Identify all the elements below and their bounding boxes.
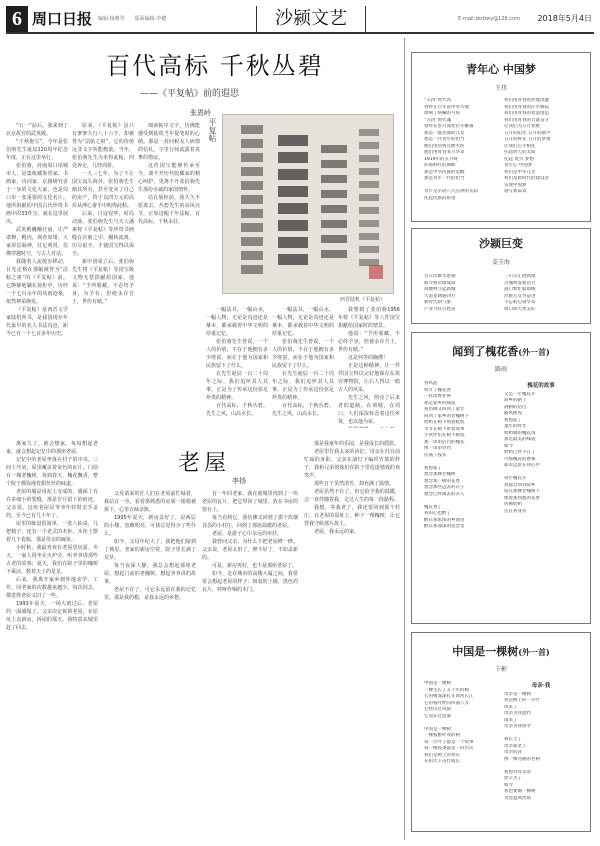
poem-line: 您辛苦了 xyxy=(504,776,522,781)
poem-line: 1919年的五月呀 xyxy=(424,156,458,162)
poem4-left xyxy=(424,681,498,802)
poem-line: 却永远留在我心中 xyxy=(504,463,540,468)
paragraph: 百代高标，千秋丛碧。先生之风，山高水长。 xyxy=(272,403,334,417)
poem-line: 站在那棵老槐树下 xyxy=(504,489,540,494)
paragraph: 我想到了张伯驹1956年将《平复帖》等八件国宝捐献给国家时的情景。 xyxy=(338,307,400,329)
poem-line: 港口繁忙船如梭 xyxy=(504,287,536,292)
paragraph: 在先生诞辰一百二十周年之际，我们追怀其人其事，正是为了传承这份弥足珍贵的精神。 xyxy=(272,371,334,401)
poem-line: 青年心 中国梦 xyxy=(504,163,533,168)
article1-subtitle: ——《平复帖》前的遐思 xyxy=(140,89,240,99)
poem-line: 我都会回到故乡 xyxy=(504,482,536,488)
paragraph: 我随着人流缓步移动，目光定格在那幅被誉为“法帖之祖”的《平复帖》前。它静静地躺在展柜中，历经一千七百余年的风雨沧桑，依然神采焕发。 xyxy=(6,259,68,305)
poem1-title: 青年心 中国梦 xyxy=(466,63,536,76)
paragraph: “千秋抱宝”，今年是张伯驹先生诞辰120周年纪念年度，正在这里举行。 xyxy=(6,139,68,161)
article1-column-5 xyxy=(338,306,400,428)
paragraph: 一九三七年，为了不让国宝流失海外，张伯驹先生倾其所有，甚至变卖了自己的房产，终于以四万元的高价从溥心畬手中购得此帖。 xyxy=(72,171,134,209)
poem-line: 一阵清香扑鼻 xyxy=(424,394,451,399)
poem-line: 我们用青春的智慧创造 xyxy=(504,111,549,116)
poem3-right xyxy=(504,392,578,516)
poem-line: 回到了家乡的老槐树下 xyxy=(424,413,469,419)
poem-line: 挂满了枝头 xyxy=(424,452,447,458)
poem1-left xyxy=(424,98,498,202)
poem-line: 五月的鲜花 五月的梦想 xyxy=(504,137,551,142)
paragraph: 张伯驹先生曾说，一个人的价值，不在于他拥有多少财富，而在于他为国家和民族留下了什么。 xyxy=(272,339,334,369)
poem-line: 它经历过风雨 xyxy=(424,707,451,712)
poem-line: 醉在那浓浓的乡情里 xyxy=(424,517,465,523)
poem-line: 故乡的路上 xyxy=(504,398,527,403)
poem-line: 像一串串铃铛 xyxy=(424,446,451,451)
poem-line: 高楼林立起新城 xyxy=(424,287,456,292)
paragraph: 原来，《平复帖》虽只有寥寥九行八十六字，却被誉为“法帖之祖”，它的价值远非文字所能衡量。当年，张伯驹先生为求得此帖，四处奔走，几经周折。 xyxy=(72,123,134,169)
calligraphy-image xyxy=(222,114,394,294)
page-number: 6 xyxy=(6,6,28,32)
paragraph: 可是，新房再好，也不是那座老屋了。 xyxy=(212,563,298,569)
poem-box-3 xyxy=(411,332,591,624)
poem3-left xyxy=(424,381,498,531)
paragraph: 父母请来的匠人们在老屋前忙碌着，我站在一旁，看着那熟悉的房梁一根根被拆下，心里五味杂陈。 xyxy=(104,491,196,513)
paragraph: 如今，走在城市的高楼大厦之间，我常常会想起老屋的样子：斑驳的土墙，黑色的瓦片，吱呀作响的木门。 xyxy=(202,571,298,593)
poem-line: 雨来了 xyxy=(504,717,518,723)
poem-line: 母亲的背 xyxy=(504,750,522,755)
poem-line: 托起明天的太阳 xyxy=(504,150,536,155)
poem-line: 如今两岸绿成荫 xyxy=(424,280,456,286)
article1-author: 张恩岭 xyxy=(190,109,211,117)
poem-line: 它的根深深扎在黄河长江 xyxy=(424,694,474,699)
poem-line: 童年的时光 xyxy=(504,424,527,429)
paragraph: 老屋，我永远的家。 xyxy=(314,529,360,535)
paragraph: 屋里的陈设很简单，一张八仙桌，几把椅子，还有一个老式的木柜。木柜上摆着几个瓷瓶，那是母亲的嫁妆。 xyxy=(6,521,98,543)
poem-line: 我们是树上的果实 xyxy=(424,752,460,758)
poem-line: 母亲为我遮挡 xyxy=(504,711,531,716)
section-title: 沙颍文艺 xyxy=(256,6,366,32)
paragraph: 后来，日寇侵华，时局动荡，张伯驹先生与夫人潘素将《平复帖》等珍贵书画缝在衣被之中，辗转流离，历尽艰辛，才使国宝得以保全。 xyxy=(72,211,134,257)
article1-column-2 xyxy=(72,122,134,428)
poem-line: 那是青年一代的担当 xyxy=(424,176,465,181)
poem-line: 五月的阳光 五月的歌声 xyxy=(504,130,551,136)
paragraph: 那些日子虽然清苦，却充满了温情。 xyxy=(314,481,395,487)
poem-line: 谱写新篇章 xyxy=(504,189,527,194)
poem-line: 我们是中华儿女 xyxy=(504,169,536,175)
poem-line: 奶奶做的槐花饭 xyxy=(504,430,536,436)
poem-line: 我仿佛又回到了童年 xyxy=(424,407,465,412)
poem-line: 满树的洁白 xyxy=(504,404,527,410)
poem-line: 可那槐花的香味 xyxy=(504,456,536,462)
paragraph: 有一年回老家，我在废墟里找到了一块老屋的瓦片，把它带回了城里，放在书房的窗台上。 xyxy=(202,491,298,513)
poem-line: 每一片叶子都是一个故事 xyxy=(424,739,474,745)
poem-line: 闻着那熟悉的花香 xyxy=(504,495,540,501)
paragraph: 百代高标，千秋丛碧。先生之风，山高水长。 xyxy=(206,403,268,417)
poem-line: 我也要做一棵树 xyxy=(504,789,536,794)
paper-name: 周口日报 xyxy=(32,10,93,28)
poem-line: 像一棵弯曲的老树 xyxy=(504,756,540,762)
poem-line: 青年是早晨八九点钟的太阳 xyxy=(424,189,478,194)
poem1-author: 王伟 xyxy=(494,85,507,92)
paragraph xyxy=(338,426,400,428)
poem-line: 仿佛奶奶 xyxy=(504,502,522,507)
paragraph: 这件国宝能够传承至今，离不开历代收藏家的精心呵护，更离不开张伯驹先生那份赤诚的家国情怀。 xyxy=(138,163,200,193)
paragraph: 记忆中的老屋坐落在村子的中央，三间土坯房，屋顶覆盖着灰色的瓦片。门前有一棵老槐树，每到春天，槐花飘香，整个院子都弥漫着甜丝丝的味道。 xyxy=(6,457,98,487)
poem-line: 如今 xyxy=(504,782,513,788)
poem3-title: 闻到了槐花香(外一首) xyxy=(452,345,550,358)
paragraph: 老屋不在了，可它永远留在我的记忆里。那是我的根，是我永远的乡愁。 xyxy=(104,587,196,601)
paragraph: 1993年夏天，一场大雨过后，老屋的一面墙塌了。父亲决定拆掉老屋，在原址上盖新房。拆屋的那天，我特意从城里赶了回去。 xyxy=(6,601,98,631)
poem-line: 那是家乡的味道 xyxy=(424,400,456,406)
paragraph: 《平复帖》是西晋文学家陆机所书，是我国现存年代最早的名人书法真迹，距今已有一千七百多年历史。 xyxy=(6,307,68,337)
paragraph: “五一”前后，我来到了北京故宫的武英殿。 xyxy=(6,123,68,137)
paragraph: 新中国成立后，张伯驹先生将《平复帖》等国宝级文物无偿捐献给国家，他说：“予所收藏，不必终予身，为予有，但使永存吾土，世传有绪。” xyxy=(72,259,134,305)
header-meta-left: 编辑:杨雅琴 版面编辑:李健 xyxy=(98,16,167,22)
paragraph: 这是何等的胸襟！ xyxy=(348,355,389,361)
poem4-author: 卞彬 xyxy=(494,666,507,673)
poem-line: 曾经在百年前中华大地 xyxy=(424,104,469,110)
poem-line: 三川交汇展新颜 xyxy=(504,274,536,279)
paragraph: 老屋里有我太多的回忆：母亲在灶台前忙碌的身影，父亲在油灯下编织竹篮的样子，我和兄弟姐妹们在院子里追逐嬉戏的欢笑声。 xyxy=(304,449,400,479)
poem-line: 那一串串洁白的槐花 xyxy=(424,439,465,445)
poem-line: 风来了 xyxy=(504,704,518,710)
poem-line: 周口明天更美好 xyxy=(504,306,536,312)
poem2-title: 沙颍巨变 xyxy=(479,237,523,250)
poem-line: 一棵枝繁叶茂的树 xyxy=(424,733,460,738)
poem-line: 古城焕发新活力 xyxy=(504,280,536,286)
poem-line: 我长大了 xyxy=(504,737,522,742)
paragraph: 我想，等我老了，我还要回到那个村庄，在老屋的原址上，种下一棵槐树，让它替我守候那片故土。 xyxy=(304,505,400,527)
poem-line: 新时代新气象 xyxy=(424,300,451,305)
poem-line: 我们用青春的力量奋斗 xyxy=(504,117,549,123)
poem-line: 母亲为我撑伞 xyxy=(504,724,531,729)
article2-column-3 xyxy=(202,490,298,838)
poem-line: 让我们心手相连 xyxy=(504,143,536,149)
poem-line: 一棵生长了五千年的树 xyxy=(424,687,469,693)
poem-line: 那是一代青年的担当 xyxy=(424,137,465,142)
calligraphy-column-caption: 平复帖 xyxy=(208,118,217,142)
paragraph: 后来，我离开家乡到外地求学、工作，回老家的次数越来越少。每次回去，都觉得老屋又旧了一些。 xyxy=(6,577,98,599)
paragraph: 站在展柜前，我久久不愿离去。丛碧先生的高风亮节，正如这幅千年法帖，百代高标，千秋永驻。 xyxy=(138,195,200,225)
paragraph: 他说：“予所收藏，不必终予身，但使永存吾土，世传有绪。” xyxy=(338,331,400,353)
poem-line: 春风起 xyxy=(424,381,438,386)
poem-line: 吹开了槐花香 xyxy=(424,387,451,393)
poem-line: 那是一群热血的儿女 xyxy=(424,130,465,136)
poem2-left xyxy=(424,274,498,313)
poem-box-2 xyxy=(411,228,591,324)
paragraph: 张伯驹先生曾说，一个人的价值，不在于他拥有多少财富，而在于他为国家和民族留下了什么。 xyxy=(206,339,268,369)
article1-title: 百代高标 千秋丛碧 xyxy=(106,52,324,80)
paragraph: 在先生诞辰一百二十周年之际，我们追怀其人其事，正是为了传承这份弥足珍贵的精神。 xyxy=(206,371,268,401)
poem-line: “五四”时代魂 xyxy=(424,117,452,123)
poem-line: 每一根枝条都是一段历史 xyxy=(424,746,474,751)
article1-column-4 xyxy=(206,306,268,428)
poem-line: 你那鲜红的旗帜 xyxy=(424,163,456,168)
poem-line: 奶奶在树下纳着鞋底 xyxy=(424,420,465,425)
poem3-subtitle: 槐花的故事 xyxy=(527,383,555,389)
article2-title: 老屋 xyxy=(178,451,231,476)
poem-box-4 xyxy=(411,632,591,832)
poem-line: 母亲却老了 xyxy=(504,743,527,749)
poem-line: 又是一年槐花开 xyxy=(504,391,536,397)
poem4-title: 中国是一棵树(外一首) xyxy=(452,645,550,658)
paragraph: 一幅法书，一幅山水，一幅人物，无论是真迹还是摹本，都承载着中华文明的厚重记忆。 xyxy=(206,307,268,337)
poem-line: 我们用青春的汗水耕耘 xyxy=(504,104,549,110)
paragraph: 每当看到它，我仿佛又回到了那个炊烟袅袅的小村庄，回到了那座温暖的老屋。 xyxy=(202,515,298,529)
poem-line: 还在我身旁 xyxy=(504,508,527,514)
paragraph: 老屋，是游子心中永远的牵挂。 xyxy=(212,531,283,537)
poem-line: 每年槐花开 xyxy=(504,476,527,481)
poem4-right xyxy=(504,692,578,803)
poem-line: 我想起了 xyxy=(504,417,522,423)
poem-line: 实现中国梦 xyxy=(504,182,527,188)
poem-line: 爷爷在树下讲着故事 xyxy=(424,426,465,432)
poem-line: 那是中华民族的觉醒 xyxy=(424,169,465,175)
poem2-right xyxy=(504,274,578,313)
poem-line: 在阳光下茁壮成长 xyxy=(424,759,460,764)
poem-line: 母亲是一棵树 xyxy=(504,691,531,697)
article2-column-1 xyxy=(6,440,98,838)
poem-line: 我想家了 xyxy=(424,465,442,471)
poem4-subtitle: 母亲·我 xyxy=(531,683,551,689)
poem-line: 产业兴旺百姓富 xyxy=(424,306,456,312)
poem1-right xyxy=(504,98,578,202)
paragraph: 先生之风，照亮了后来者的道路。在项城，在周口，人们深深怀念着这位乡贤，也以他为荣。 xyxy=(338,395,400,425)
paragraph: 细读帖中文字，仿佛能感受到陆机当年提笔时的心绪。那是一封问候友人病情的信札，字里行间流露着真挚的情谊。 xyxy=(138,123,200,161)
poem-line: 吹响了呐喊的号角 xyxy=(424,111,460,116)
poem-line: 不忘初心谱华章 xyxy=(504,300,536,305)
article1-column-3 xyxy=(138,122,200,428)
poem-line: 他们用热情点燃火炬 xyxy=(424,143,465,149)
article2-column-4 xyxy=(304,440,400,838)
poem-line: 想念那棵老槐树 xyxy=(424,472,456,477)
poem3-author: 路雨 xyxy=(494,366,507,373)
paragraph: 老屋的墙是用泥土夯成的，墙面上有许多细小的裂缝，那是岁月留下的痕迹。父亲说，这座老屋是爷爷年轻时亲手盖的，至今已有几十年了。 xyxy=(6,489,98,519)
poem-line: 托起民族的希望 xyxy=(424,195,456,201)
paragraph: 一幅法书，一幅山水，一幅人物，无论是真迹还是摹本，都承载着中华文明的厚重记忆。 xyxy=(272,307,334,337)
poem-line: 我们是新时代的建设者 xyxy=(504,176,549,181)
image-caption: 西晋陆机《平复帖》 xyxy=(340,297,386,303)
poem-line: 让我们为五月欢歌 xyxy=(504,124,540,129)
poem-line: 想念那些远去的日子 xyxy=(424,485,465,490)
paragraph: 离家久了，就会想家。每每想起老家，就会想起记忆中的那座老屋。 xyxy=(6,441,98,455)
paragraph: 1995年夏天，新房盖好了，是两层的小楼，宽敞明亮。可我总觉得少了些什么。 xyxy=(104,515,196,537)
paragraph: 每当夜深人静，我总会想起那座老屋，想起门前的老槐树，想起爷爷讲的故事。 xyxy=(104,563,196,585)
poem-line: 为您遮风挡雨 xyxy=(504,795,531,801)
article1-column-1 xyxy=(6,122,68,428)
header-date: 2018年5月4日 xyxy=(537,14,592,23)
paragraph: 正是这种精神，让一件件国宝得以完好地保存在故宫博物院，让后人得以一睹古人的风采。 xyxy=(338,363,400,393)
right-poetry-column xyxy=(404,38,594,840)
poem-line: 我们用青春的热血浇灌 xyxy=(504,98,549,103)
poem-line: 槐花香了 xyxy=(424,504,442,510)
poem-line: 它见证过沧桑 xyxy=(424,713,451,719)
header-rule xyxy=(6,32,594,34)
paragraph: 如今，父母年纪大了，我把他们接到了城里。老家的新房空着，院子里长满了荒草。 xyxy=(104,539,196,561)
paragraph: 武英殿巍峨壮丽，庄严肃穆，殿内，观者如堵。大家屏息凝神，驻足观赏，仿佛穿越时空，与古人对话。 xyxy=(6,227,68,257)
article1-column-4b xyxy=(272,306,334,428)
paragraph: 张伯驹，河南周口项城市人，是集收藏鉴赏家、书画家、诗词家、京剧研究者于一身的文化大家，也是周口市一张重要的文化名片。他所捐献的中国古代珍贵书画中的33件宝，就在这里展出。 xyxy=(6,163,68,225)
poem-line: 大道宽阔通四方 xyxy=(424,293,456,299)
poem-line: 想念那一树的花香 xyxy=(424,478,460,484)
poem-line: 沙颍儿女齐奋进 xyxy=(504,293,536,299)
poem-line: 我想对母亲说 xyxy=(504,769,531,775)
poem-line: 中国是一棵树 xyxy=(424,726,451,732)
paragraph: 我曾问父亲，为什么不把老屋修一修。父亲说，老屋太旧了，修不好了，不如盖新的。 xyxy=(202,539,298,561)
poem-box-1 xyxy=(411,52,591,222)
paragraph: 小时候，我最喜欢在老屋里玩耍。冬天，一家人围坐在火炉旁，听爷爷讲那些古老的故事；夏天，我们在院子里的槐树下乘凉，数着天上的星星。 xyxy=(6,545,98,575)
poem-line: 我的心也醉了 xyxy=(424,511,451,516)
poem-line: 它的枝叶伸向四面八方 xyxy=(424,700,469,706)
poem-line: 醉在那深深的思念里 xyxy=(424,524,465,529)
poem-line: 昔日沙颍水患频 xyxy=(424,274,456,279)
poem-line: 随风摇曳 xyxy=(504,411,522,416)
poem2-author: 姜玉海 xyxy=(491,259,510,266)
poem-line: 我是树上的一片叶 xyxy=(504,698,540,703)
poem-line: 小伙伴们在树下嬉戏 xyxy=(424,433,465,438)
poem-line: 奶奶已经不在了 xyxy=(504,450,536,455)
paragraph: 老屋虽然不在了，但它给予我的温暖，会一直伴随着我，走过人生的每一段路程。 xyxy=(304,489,400,503)
poem-line: 中国是一棵树 xyxy=(424,681,451,686)
poem-line: 他们用青春书写华章 xyxy=(424,150,465,155)
poem-line: 想念已经离去的亲人 xyxy=(424,491,465,497)
article2-column-2 xyxy=(104,490,196,838)
poem-line: 曾经在岁月深处拉开帷幕 xyxy=(424,124,474,129)
header-meta-right: E-mail:zkrbwy@126.com xyxy=(458,16,520,22)
poem-line: 托起 复兴 梦想 xyxy=(504,156,534,162)
poem-line: “五四”时代风 xyxy=(424,98,452,103)
paragraph: 那是我童年的乐园，是我成长的摇篮。 xyxy=(314,441,400,447)
article2-author: 李扬 xyxy=(232,477,246,485)
poem-line: 那是最美的味道 xyxy=(504,437,536,442)
poem-line: 如今 xyxy=(504,443,513,449)
